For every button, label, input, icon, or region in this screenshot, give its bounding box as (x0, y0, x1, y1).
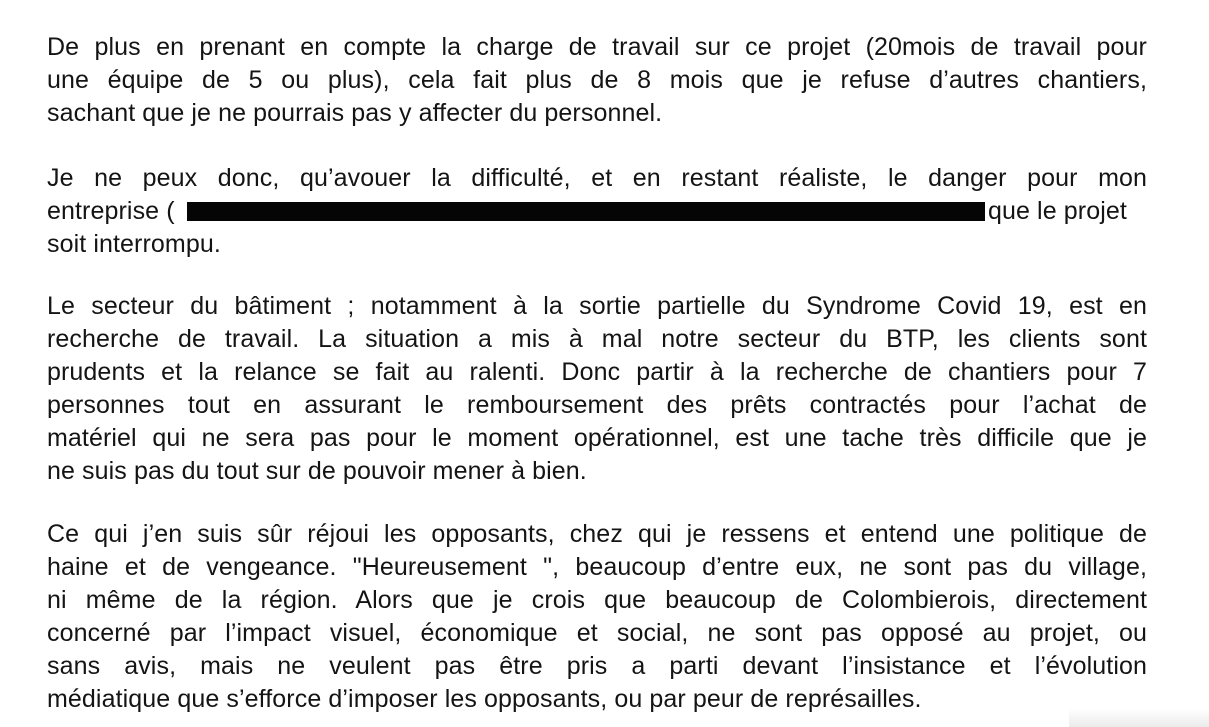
paragraph-4-line-5: sans avis, mais ne veulent pas être pris a parti devant l’insistance et l’évolution (47, 652, 1147, 680)
paragraph-3-line-1: Le secteur du bâtiment ; notamment à la sortie partielle du Syndrome Covid 19, est en (47, 292, 1147, 320)
paragraph-2-line-2-start: entreprise ( (47, 197, 175, 225)
paragraph-2-line-2-end: que le projet (988, 197, 1127, 225)
paragraph-2-line-3: soit interrompu. (47, 230, 221, 258)
paragraph-3-line-6: ne suis pas du tout sur de pouvoir mener à bien. (47, 457, 587, 485)
redaction-bar (187, 202, 985, 221)
paragraph-3-line-3: prudents et la relance se fait au ralenti. Donc partir à la recherche de chantiers pour 7 (47, 358, 1147, 386)
paragraph-3-line-2: recherche de travail. La situation a mis à mal notre secteur du BTP, les clients sont (47, 325, 1147, 353)
paragraph-1-line-3: sachant que je ne pourrais pas y affecter du personnel. (47, 99, 663, 127)
paragraph-4-line-6: médiatique que s’efforce d’imposer les opposants, ou par peur de représailles. (47, 685, 922, 713)
scan-edge-shadow (1069, 709, 1209, 727)
paragraph-4-line-1: Ce qui j’en suis sûr réjoui les opposants, chez qui je ressens et entend une politique de (47, 520, 1147, 548)
paragraph-3-line-4: personnes tout en assurant le remboursement des prêts contractés pour l’achat de (47, 391, 1147, 419)
paragraph-1-line-1: De plus en prenant en compte la charge de travail sur ce projet (20mois de travail pour (47, 33, 1147, 61)
paragraph-1-line-2: une équipe de 5 ou plus), cela fait plus de 8 mois que je refuse d’autres chantiers, (47, 66, 1147, 94)
paragraph-3-line-5: matériel qui ne sera pas pour le moment opérationnel, est une tache très difficile que je (47, 424, 1147, 452)
paragraph-2-line-1: Je ne peux donc, qu’avouer la difficulté, et en restant réaliste, le danger pour mon (47, 164, 1147, 192)
paragraph-4-line-2: haine et de vengeance. "Heureusement ", beaucoup d’entre eux, ne sont pas du village, (47, 553, 1147, 581)
paragraph-4-line-4: concerné par l’impact visuel, économique et social, ne sont pas opposé au projet, ou (47, 619, 1147, 647)
paragraph-4-line-3: ni même de la région. Alors que je crois que beaucoup de Colombierois, directement (47, 586, 1147, 614)
